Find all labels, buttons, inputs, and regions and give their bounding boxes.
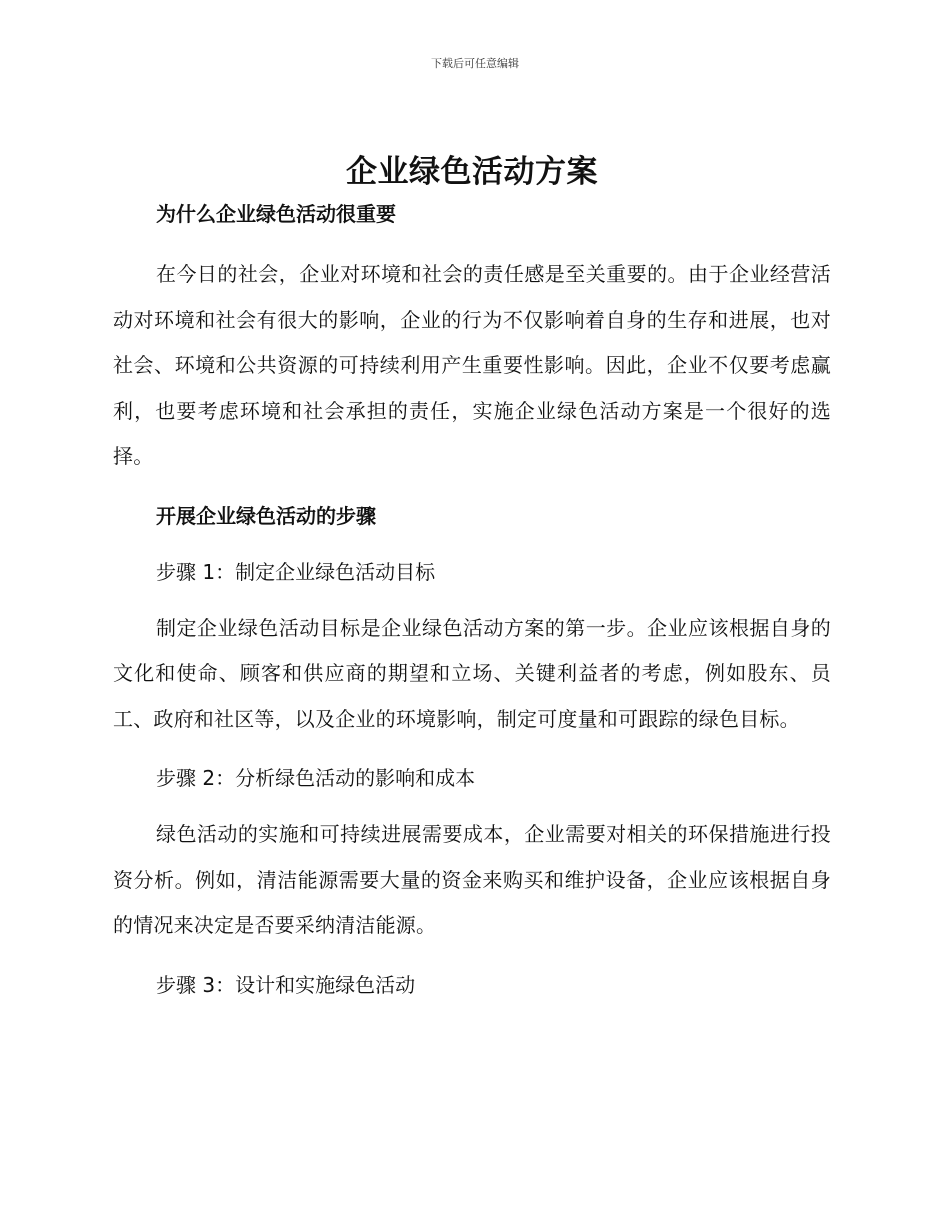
document-title: 企业绿色活动方案 bbox=[346, 154, 598, 190]
paragraph-why: 在今日的社会，企业对环境和社会的责任感是至关重要的。由于企业经营活动对环境和社会有很大的影响，企业的行为不仅影响着自身的生存和进展，也对社会、环境和公共资源的可持续利用产生重要性影响。因此，企业不仅要考虑赢利，也要考虑环境和社会承担的责任，实施企业绿色活动方案是一个很好的选择。 bbox=[113, 262, 831, 468]
paragraph-step-2: 绿色活动的实施和可持续进展需要成本，企业需要对相关的环保措施进行投资分析。例如，清洁能源需要大量的资金来购买和维护设备，企业应该根据自身的情况来决定是否要采纳清洁能源。 bbox=[113, 822, 831, 937]
paragraph-step-1: 制定企业绿色活动目标是企业绿色活动方案的第一步。企业应该根据自身的文化和使命、顾客和供应商的期望和立场、关键利益者的考虑，例如股东、员工、政府和社区等，以及企业的环境影响，制定可度量和可跟踪的绿色目标。 bbox=[113, 615, 831, 731]
step-3-title: 步骤 3：设计和实施绿色活动 bbox=[156, 972, 416, 997]
step-1-title: 步骤 1：制定企业绿色活动目标 bbox=[156, 559, 436, 584]
section-heading-steps: 开展企业绿色活动的步骤 bbox=[156, 503, 376, 528]
section-heading-why: 为什么企业绿色活动很重要 bbox=[156, 202, 396, 226]
document-content bbox=[113, 150, 831, 1001]
header-note: 下载后可任意编辑 bbox=[431, 57, 519, 70]
step-2-title: 步骤 2：分析绿色活动的影响和成本 bbox=[156, 766, 476, 790]
